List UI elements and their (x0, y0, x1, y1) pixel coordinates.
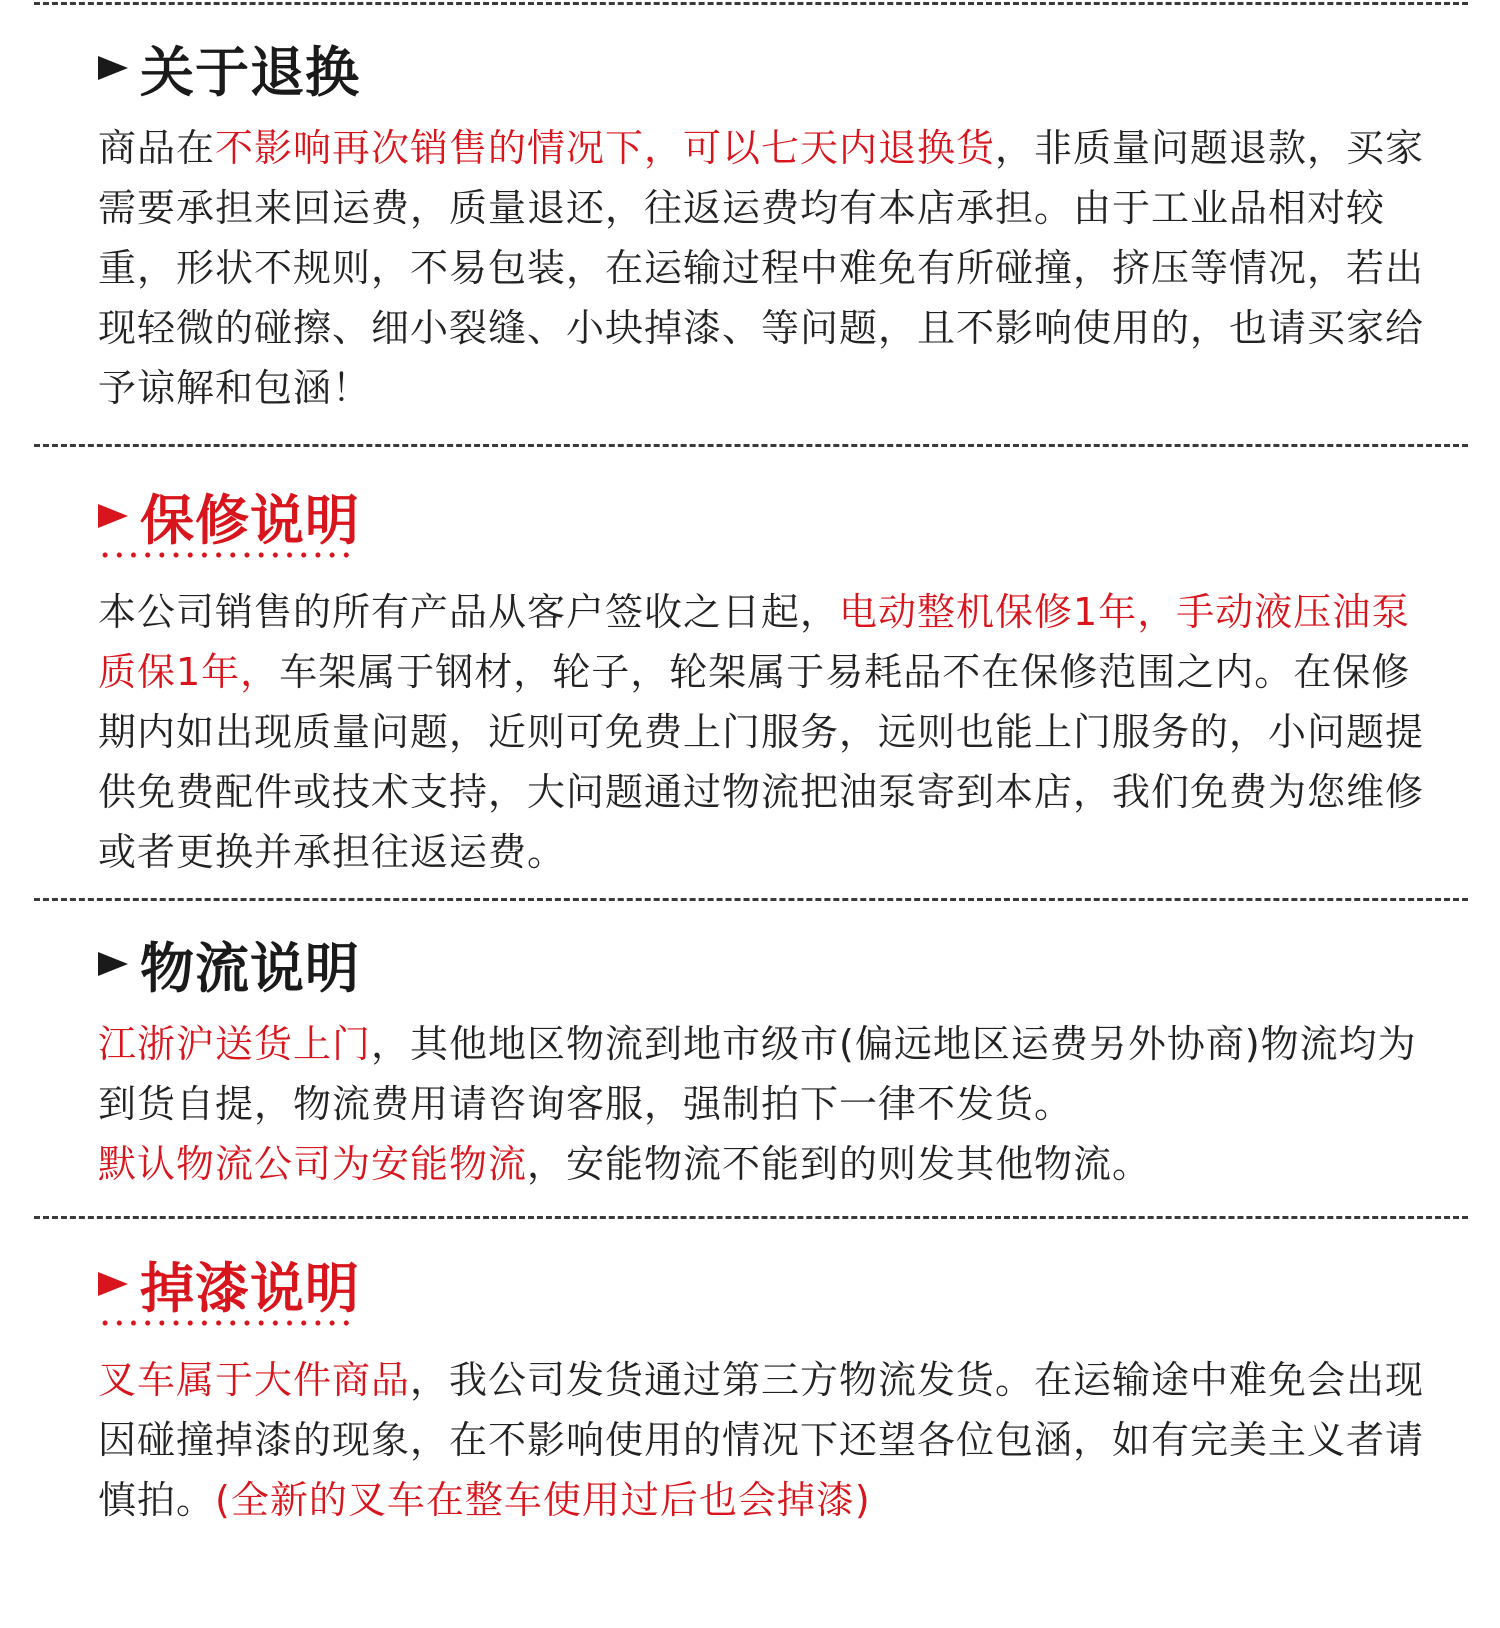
section-heading (98, 38, 1468, 104)
dashed-divider (34, 444, 1468, 447)
section-heading (98, 486, 1468, 552)
paragraph-highlight: 电动整机保修1年，手动液压油泵质保1年， (98, 590, 1411, 694)
paragraph-segment: 本公司销售的所有产品从客户签收之日起， (98, 590, 840, 634)
paragraph-segment: ，其他地区物流到地市级市(偏远地区运费另外协商)物流均为到货自提，物流费用请咨询客服，强制拍下一律不发货。 (98, 1022, 1417, 1126)
paragraph-segment: ，我公司发货通过第三方物流发货。在运输途中难免会出现因碰撞掉漆的现象，在不影响使用的情况下还望各位包涵，如有完美主义者请慎拍。 (98, 1358, 1425, 1522)
paragraph-highlight: 江浙沪送货上门 (98, 1022, 372, 1066)
section-title: 掉漆说明 (140, 1256, 360, 1320)
section-title: 保修说明 (140, 488, 360, 552)
triangle-arrow-right-icon (98, 1272, 128, 1296)
triangle-arrow-right-icon (98, 952, 128, 976)
paragraph-highlight: (全新的叉车在整车使用过后也会掉漆) (215, 1478, 871, 1522)
dashed-divider (34, 2, 1468, 5)
paragraph-segment: 车架属于钢材，轮子，轮架属于易耗品不在保修范围之内。在保修期内如出现质量问题，近则可免费上门服务，远则也能上门服务的，小问题提供免费配件或技术支持，大问题通过物流把油泵寄到本店，我们免费为您维修或者更换并承担往返运费。 (98, 650, 1425, 874)
section-warranty (98, 486, 1468, 882)
section-title: 物流说明 (140, 936, 360, 1000)
triangle-arrow-right-icon (98, 56, 128, 80)
section-paragraph (98, 1350, 1428, 1530)
paragraph-segment: ，非质量问题退款，买家需要承担来回运费，质量退还，往返运费均有本店承担。由于工业品相对较重，形状不规则，不易包装，在运输过程中难免有所碰撞，挤压等情况，若出现轻微的碰擦、细小裂缝、小块掉漆、等问题，且不影响使用的，也请买家给予谅解和包涵！ (98, 126, 1425, 410)
section-title: 关于退换 (140, 40, 360, 104)
paragraph-segment: ，安能物流不能到的则发其他物流。 (527, 1142, 1152, 1186)
section-returns (98, 38, 1468, 418)
section-paragraph (98, 118, 1428, 418)
paragraph-highlight: 不影响再次销售的情况下，可以七天内退换货 (215, 126, 996, 170)
dashed-divider (34, 1216, 1468, 1219)
paragraph-highlight: 默认物流公司为安能物流 (98, 1142, 528, 1186)
section-paint (98, 1254, 1468, 1530)
section-logistics (98, 934, 1468, 1194)
dashed-divider (34, 898, 1468, 901)
section-paragraph (98, 1014, 1428, 1194)
paragraph-highlight: 叉车属于大件商品 (98, 1358, 411, 1402)
triangle-arrow-right-icon (98, 504, 128, 528)
section-heading (98, 934, 1468, 1000)
section-paragraph (98, 582, 1428, 882)
section-heading (98, 1254, 1468, 1320)
paragraph-segment: 商品在 (98, 126, 216, 170)
